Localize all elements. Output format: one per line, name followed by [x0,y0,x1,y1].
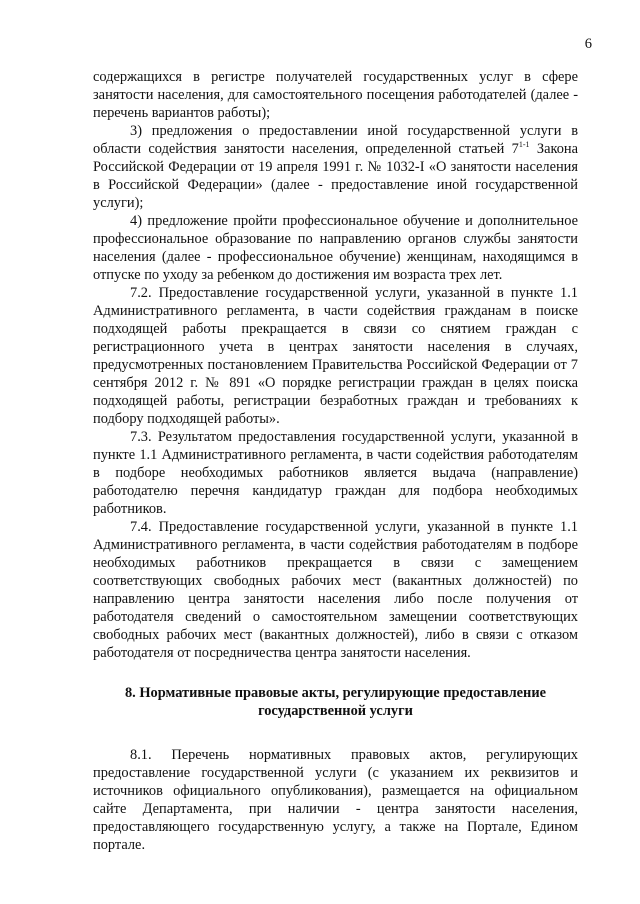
section-8-heading-line-1: 8. Нормативные правовые акты, регулирующие предоставление [124,685,547,701]
paragraph-continuation: содержащихся в регистре получателей государственных услуг в сфере занятости населения, для самостоятельного посещения работодателей (далее - перечень вариантов работы); [93,69,578,121]
paragraph-7-3: 7.3. Результатом предоставления государственной услуги, указанной в пункте 1.1 Административного регламента, в части содействия работодателям в подборе необходимых работников является выдача (направление) работодателю перечня кандидатур граждан для подбора необходимых работников. [93,429,578,517]
paragraph-8-1: 8.1. Перечень нормативных правовых актов, регулирующих предоставление государственной услуги (с указанием их реквизитов и источников официального опубликования), размещается на официальном сайте Департамента, при наличии - центра занятости населения, предоставляющего государственную услугу, а также на Портале, Едином портале. [93,747,578,853]
article-superscript: 1-1 [518,140,530,149]
section-8-heading-line-2: государственной услуги [258,703,413,719]
paragraph-item-3 [93,122,578,212]
page-number: 6 [584,36,592,52]
paragraph-7-2: 7.2. Предоставление государственной услуги, указанной в пункте 1.1 Административного регламента, в части содействия гражданам в поиске подходящей работы прекращается в связи со снятием граждан с регистрационного учета в центрах занятости населения в случаях, предусмотренных постановлением Правительства Российской Федерации от 7 сентября 2012 г. № 891 «О порядке регистрации граждан в целях поиска подходящей работы, регистрации безработных граждан и требованиях к подбору подходящей работы». [93,285,578,427]
paragraph-7-4: 7.4. Предоставление государственной услуги, указанной в пункте 1.1 Административного регламента, в части содействия работодателям в подборе необходимых работников прекращается в связи с замещением соответствующих свободных рабочих мест (вакантных должностей) по направлению центра занятости населения либо после получения от работодателя сведений о самостоятельном замещении соответствующих свободных рабочих мест (вакантных должностей), либо в связи с отказом работодателя от посредничества центра занятости населения. [93,519,578,661]
section-8-heading [93,684,578,720]
item-3-text-continued: Закона Российской Федерации от 19 апреля 1991 г. № 1032-I «О занятости населения в Российской Федерации» (далее - предоставление иной государственной услуги); [93,141,578,211]
item-3-text: 3) предложения о предоставлении иной государственной услуги в области содействия занятости населения, определенной статьей 7 [93,123,578,157]
document-body [93,68,578,854]
paragraph-item-4: 4) предложение пройти профессиональное обучение и дополнительное профессиональное образование по направлению органов службы занятости населения (далее - профессиональное обучение) женщинам, находящимся в отпуске по уходу за ребенком до достижения им возраста трех лет. [93,213,578,283]
